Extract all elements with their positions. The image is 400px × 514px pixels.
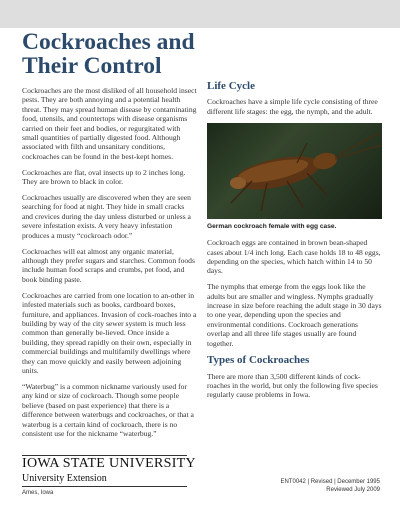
paragraph-food: Cockroaches will eat almost any organic material, although they prefer sugars and starches. Common foods include human food scraps and crumbs, pet food, and book binding paste. — [22, 246, 195, 284]
title-line-1: Cockroaches and — [22, 29, 195, 55]
paragraph-discovery: Cockroaches usually are discovered when they are seen searching for food at night. They hide in small cracks and crevices during the day unless disturbed or unless a severe infestation exists. A very heavy infestation produces a musty “cockroach odor.” — [22, 193, 191, 240]
title-line-2: Their Control — [22, 53, 162, 79]
types-text: There are more than 3,500 different kinds of cock-roaches in the world, but only the following five species regularly cause problems in Iowa. — [207, 371, 378, 400]
photo-caption: German cockroach female with egg case. — [207, 222, 337, 230]
life-cycle-intro: Cockroaches have a simple life cycle consisting of three different life stages: the egg, the nymph, and the adult. — [207, 97, 378, 116]
types-heading: Types of Cockroaches — [207, 354, 310, 367]
page-title — [22, 30, 222, 78]
left-column — [22, 86, 197, 445]
paragraph-intro: Cockroaches are the most disliked of all household insect pests. They are both annoying and a potential health threat. They may spread human disease by contaminating food, utensils, and countertops with disease organisms carried on their feet and bodies, or regurgitated with small quantities of partially digested food. Although associated with filth and unsanitary conditions, cockroaches can be found in the best-kept homes. — [22, 86, 197, 161]
review-date: Reviewed July 2009 — [326, 487, 380, 493]
location: Ames, Iowa — [22, 490, 54, 496]
paragraph-waterbug: “Waterbug” is a common nickname variously used for any kind or size of cockroach. Though some people believe (based on past experience) that there is a difference between waterbugs and cockroaches, or that a waterbug is a certain kind of cockroach, there is no consistent use for the nickname “waterbug.” — [22, 381, 194, 438]
paragraph-appearance: Cockroaches are flat, oval insects up to 2 inches long. They are brown to black in color. — [22, 167, 186, 187]
cockroach-photo — [207, 123, 382, 219]
top-bar — [0, 0, 400, 28]
extension-label: University Extension — [22, 473, 107, 484]
cockroach-image — [207, 123, 382, 219]
paragraph-nymphs: The nymphs that emerge from the eggs look like the adults but are smaller and wingless. Nymphs gradually increase in size before reaching the adult stage in 30 days to one year, depending upon the species and environmental conditions. Cockroach generations overlap and all three life stages usually are found together. — [207, 282, 382, 348]
right-column — [207, 82, 382, 406]
university-logo: IOWA STATE UNIVERSITY — [22, 456, 196, 471]
publication-info — [280, 478, 380, 494]
life-cycle-heading: Life Cycle — [207, 80, 255, 92]
paragraph-spread: Cockroaches are carried from one location to an-other in infested materials such as books, cardboard boxes, furniture, and appliances. Invasion of cock-roaches into a building by way of the city sewer system is much less common than generally be-lieved. Once inside a building, they spread rapidly on their own, especially in commercial buildings and multifamily dwellings where they can move quickly and easily between adjoining units. — [22, 290, 197, 375]
logo-bottom-rule — [22, 486, 187, 487]
publication-code: ENT0042 | Revised | December 1995 — [280, 479, 380, 485]
paragraph-eggs: Cockroach eggs are contained in brown bean-shaped cases about 1/4 inch long. Each case holds 18 to 48 eggs, depending on the species, which hatch within 14 to 50 days. — [207, 238, 381, 276]
